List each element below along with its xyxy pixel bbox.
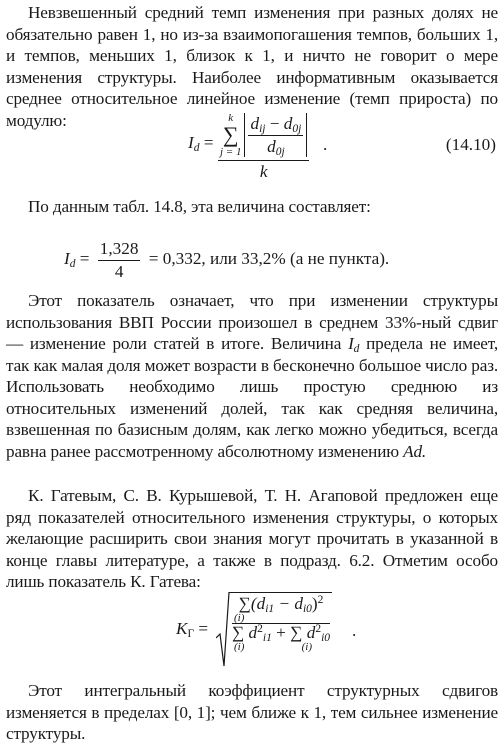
eq3-lhs: $K_\Gamma$ = <box>176 619 209 640</box>
paragraph-conclusion: Этот интегральный коэффициент структурных сдвигов изменяется в пределах [0, 1]; чем ближе к 1, тем сильнее изменение структуры. <box>6 681 498 743</box>
eq3-fraction: $\sum(d_{i1} - d_{i0})^2$ (i) ∑ $d^2_{i1}$ + ∑ $d^2_{i0}$ (i) (i) <box>232 594 331 653</box>
paragraph-table-reference: По данным табл. 14.8, эта величина составляет: <box>28 197 371 216</box>
radical-sign-icon <box>216 592 230 668</box>
paragraph-gatev: К. Гатевым, С. В. Курышевой, Т. Н. Агаповой предложен еще ряд показателей относительного изменения структуры, о которых желающие расширить свои знания могут прочитать в указанной в конце главы литературе, а также в подразд. 6.2. Отметим особо лишь показатель К. Гатева: <box>6 486 498 591</box>
equation-id-value: $I_d$ = $\frac{1,328}{4}$ = 0,332, или 33,2% (а не пункта). <box>64 239 390 281</box>
eq1-fraction: k ∑ j = 1 $\frac{d_{ij} - d_{0j}}{d_{0j}}$ k <box>218 112 309 183</box>
paragraph-intro: Невзвешенный средний темп изменения при разных долях не обязательно равен 1, но из-за взаимопогашения темпов, больших 1, и темпов, меньших 1, близок к 1, и ничто не говорит о мере изменения структуры. Наиболее информативным оказывается среднее относительное линейное изменение (темп прироста) по модулю: <box>6 3 498 130</box>
eq1-lhs: $I_d$ = <box>188 133 214 154</box>
paragraph-interpretation: Этот показатель означает, что при изменении структуры использования ВВП России произошел в среднем 33%-ный сдвиг — изменение роли статей в итоге. Величина $I_d$ предела не имеет, так как малая доля может возрасти в бесконечно большое число раз. Использовать необходимо лишь простую среднюю из относительных изменений долей, так как средняя величина, взвешенная по базисным долям, как легко можно убедиться, всегда равна ранее рассмотренному абсолютному изменению Ad. <box>6 291 498 461</box>
eq2-fraction: $\frac{1,328}{4}$ <box>99 239 139 281</box>
equation-14-10: $I_d$ = k ∑ j = 1 $\frac{d_{ij} - d_{0j}}{d_{0j}}$ k . (14.10) <box>188 112 496 181</box>
equation-number: (14.10) <box>445 135 496 154</box>
equation-gatev: $K_\Gamma$ = $\sum(d_{i1} - d_{i0})^2$ (i) ∑ $d^2_{i1}$ + ∑ $d^2_{i0}$ (i) (i) . <box>0 592 504 670</box>
eq2-result: = 0,332, или 33,2% (а не пункта). <box>148 248 390 268</box>
square-root <box>216 592 332 668</box>
